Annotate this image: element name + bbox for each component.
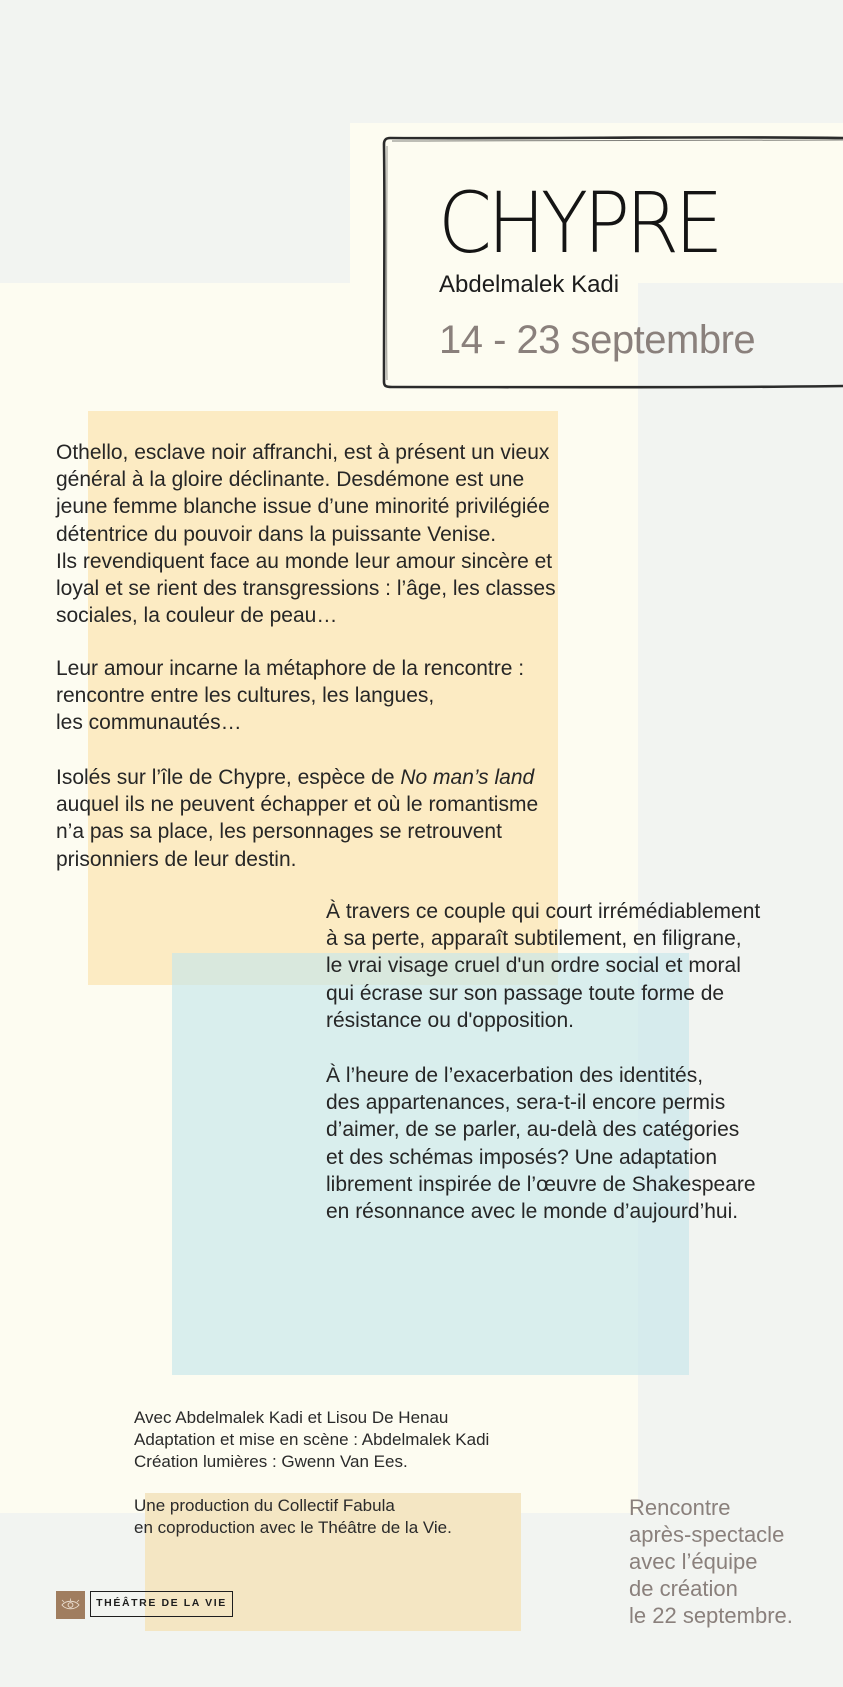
text-line: À l’heure de l’exacerbation des identités, <box>326 1064 704 1087</box>
text-line: d’aimer, de se parler, au-delà des catégories <box>326 1118 740 1142</box>
text-line: le vrai visage cruel d'un ordre social et moral <box>326 954 741 978</box>
credit-line: Adaptation et mise en scène : Abdelmalek Kadi <box>134 1430 490 1449</box>
synopsis-paragraph-5 <box>326 1062 826 1225</box>
text-line: résistance ou d'opposition. <box>326 1008 575 1032</box>
text-line: Leur amour incarne la métaphore de la rencontre : <box>56 657 525 680</box>
production-info <box>134 1495 452 1539</box>
text-line: À travers ce couple qui court irrémédiablement <box>326 900 761 923</box>
text-line: les communautés… <box>56 711 242 735</box>
text-line: à sa perte, apparaît subtilement, en filigrane, <box>326 927 742 951</box>
credit-line: Création lumières : Gwenn Van Ees. <box>134 1452 408 1471</box>
text-line: n’a pas sa place, les personnages se retrouvent <box>56 820 502 844</box>
text-fragment: Isolés sur l’île de Chypre, espèce de <box>56 766 401 789</box>
show-title: CHYPRE <box>438 174 719 272</box>
text-line: prisonniers de leur destin. <box>56 847 297 871</box>
text-line: général à la gloire déclinante. Desdémone est une <box>56 468 525 492</box>
text-line <box>56 764 616 791</box>
credits <box>134 1407 489 1473</box>
text-line: Othello, esclave noir affranchi, est à présent un vieux <box>56 441 550 464</box>
theatre-logo: THÉÂTRE DE LA VIE <box>90 1591 233 1617</box>
synopsis-paragraph-4 <box>326 898 826 1034</box>
credit-line: Avec Abdelmalek Kadi et Lisou De Henau <box>134 1408 449 1427</box>
text-line: Ils revendiquent face au monde leur amour sincère et <box>56 549 553 573</box>
meeting-line: le 22 septembre. <box>629 1603 793 1628</box>
show-dates: 14 - 23 septembre <box>439 318 756 362</box>
synopsis-paragraph-2 <box>56 655 616 737</box>
text-line: détentrice du pouvoir dans la puissante Venise. <box>56 522 497 546</box>
meeting-line: après-spectacle <box>629 1522 785 1547</box>
text-line: et des schémas imposés? Une adaptation <box>326 1145 718 1169</box>
text-line: loyal et se rient des transgressions : l’âge, les classes <box>56 577 556 601</box>
text-line: sociales, la couleur de peau… <box>56 604 338 628</box>
meeting-line: Rencontre <box>629 1495 731 1520</box>
synopsis-paragraph-3 <box>56 764 616 873</box>
meeting-line: avec l’équipe <box>629 1549 758 1574</box>
eye-icon <box>56 1591 85 1619</box>
text-line: auquel ils ne peuvent échapper et où le romantisme <box>56 793 539 817</box>
text-line: des appartenances, sera-t-il encore permis <box>326 1091 726 1115</box>
author-name: Abdelmalek Kadi <box>439 271 620 298</box>
text-line: jeune femme blanche issue d’une minorité privilégiée <box>56 495 550 519</box>
meeting-info <box>629 1494 793 1629</box>
italic-phrase: No man’s land <box>400 766 535 789</box>
production-line: en coproduction avec le Théâtre de la Vie. <box>134 1518 452 1537</box>
synopsis-paragraph-1 <box>56 439 616 629</box>
text-line: rencontre entre les cultures, les langues, <box>56 684 435 708</box>
text-line: en résonnance avec le monde d’aujourd’hui. <box>326 1200 739 1224</box>
text-line: qui écrase sur son passage toute forme de <box>326 981 725 1005</box>
production-line: Une production du Collectif Fabula <box>134 1496 395 1515</box>
text-line: librement inspirée de l’œuvre de Shakespeare <box>326 1172 756 1196</box>
meeting-line: de création <box>629 1576 738 1601</box>
